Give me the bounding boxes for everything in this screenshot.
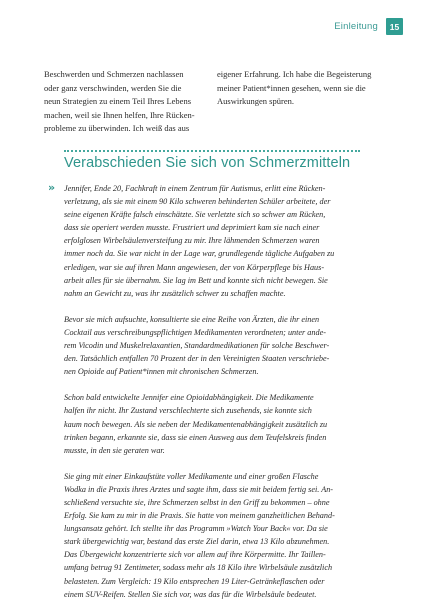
text-line: trinken begann, erkannte sie, dass sie einen Ausweg aus dem Teufelskreis finden [64,432,327,442]
text-line: Auswirkungen spüren. [217,96,294,107]
text-line: Das Übergewicht konzentrierte sich vor allem auf ihre Körpermitte. Ihr Taillen- [64,550,326,560]
text-line: verletzung, als sie mit einem 90 Kilo schweren behinderten Schüler arbeitete, der [64,197,331,207]
quote-marker-icon: » [48,181,54,194]
text-line: schließend versuchte sie, ihre Schmerzen selbst in den Griff zu bekommen – ohne [64,497,330,507]
page-number: 15 [386,18,403,35]
text-line: den. Tatsächlich entfallen 70 Prozent der in den Vereinigten Staaten verschriebe- [64,354,330,364]
section-heading: Verabschieden Sie sich von Schmerzmitteln [64,155,351,171]
text-line: oder ganz verschwinden, werden Sie die [44,82,182,93]
paragraph [64,313,370,378]
text-line: Sie ging mit einer Einkaufstüte voller Medikamente und einer großen Flasche [64,471,319,481]
text-line: einem SUV-Reifen. Stellen Sie sich vor, was das für die Wirbelsäule bedeutet. [64,589,317,599]
text-line: eigener Erfahrung. Ich habe die Begeisterung [217,69,372,79]
text-line: belasteten. Zum Vergleich: 19 Kilo entsprechen 19 Liter-Getränkeflaschen oder [64,576,325,586]
paragraph [64,470,370,601]
text-line: lungsansatz gehört. Ich stellte ihr das Programm »Watch Your Back« vor. Da sie [64,524,328,534]
text-line: rem Vicodin und Muskelrelaxantien, Standardmedikationen für solche Beschwer- [64,341,330,351]
case-story [64,182,370,614]
left-column [44,68,204,136]
text-line: neun Strategien zu einem Teil Ihres Lebens [44,96,192,107]
text-line: nahm an Gewicht zu, was ihr zusätzlich schwer zu schaffen machte. [64,288,286,298]
text-line: machen, weil sie Ihnen helfen, Ihre Rücken- [44,109,195,120]
text-line: Jennifer, Ende 20, Fachkraft in einem Zentrum für Autismus, erlitt eine Rücken- [64,184,326,193]
text-line: Beschwerden und Schmerzen nachlassen [44,69,184,79]
running-head: Einleitung [334,21,378,32]
text-line: immer noch da. Sie war nicht in der Lage war, grundlegende tägliche Aufgaben zu [64,249,335,259]
text-line: Bevor sie mich aufsuchte, konsultierte sie eine Reihe von Ärzten, die ihr einen [64,314,320,324]
text-line: kaum noch bewegen. Als sie neben der Medikamentenabhängigkeit zusätzlich zu [64,419,328,429]
page-header [334,18,403,35]
text-line: halfen ihr nicht. Ihr Zustand verschlechterte sich zusehends, sie konnte sich [64,406,312,416]
dotted-divider [64,150,360,152]
text-line: arbeit alles für sie übernahm. Sie lag im Bett und konnte sich nicht bewegen. Sie [64,275,328,285]
text-line: probleme zu überwinden. Ich weiß das aus [44,123,190,134]
text-line: Erfolg. Sie kam zu mir in die Praxis. Sie hatte von meinem ganzheitlichen Behand- [64,511,335,521]
text-line: nen Opioide auf Patient*innen mit chronischen Schmerzen. [64,367,259,377]
text-line: seine eigenen Kräfte falsch einschätzte. Sie verletzte sich so schwer am Rücken, [64,210,326,220]
text-line: musste, in den sie geraten war. [64,445,165,455]
text-line: dass sie operiert werden musste. Frustriert und deprimiert kam sie nach einer [64,223,320,233]
text-line: meiner Patient*innen gesehen, wenn sie die [217,82,366,93]
paragraph [64,182,370,300]
text-line: stark übergewichtig war, bestand das erste Ziel darin, etwa 13 Kilo abzunehmen. [64,537,330,547]
text-line: umfang betrug 91 Zentimeter, sodass mehr als 18 Kilo ihre Wirbelsäule zusätzlich [64,563,333,573]
text-line: Wodka in die Praxis ihres Arztes und sagte ihm, dass sie mit beidem fertig sei. An- [64,484,334,494]
text-line: erfolglosen Wirbelsäulenversteifung zu mir. Ihre lähmenden Schmerzen waren [64,236,320,246]
text-line: erledigen, war sie auf ihren Mann angewiesen, der von Körperpflege bis Haus- [64,262,325,272]
text-line: Cocktail aus verschreibungspflichtigen Medikamenten verordneten; unter ande- [64,327,326,337]
paragraph [64,391,370,456]
right-column [217,68,377,109]
text-line: Schon bald entwickelte Jennifer eine Opioidabhängigkeit. Die Medikamente [64,393,314,403]
